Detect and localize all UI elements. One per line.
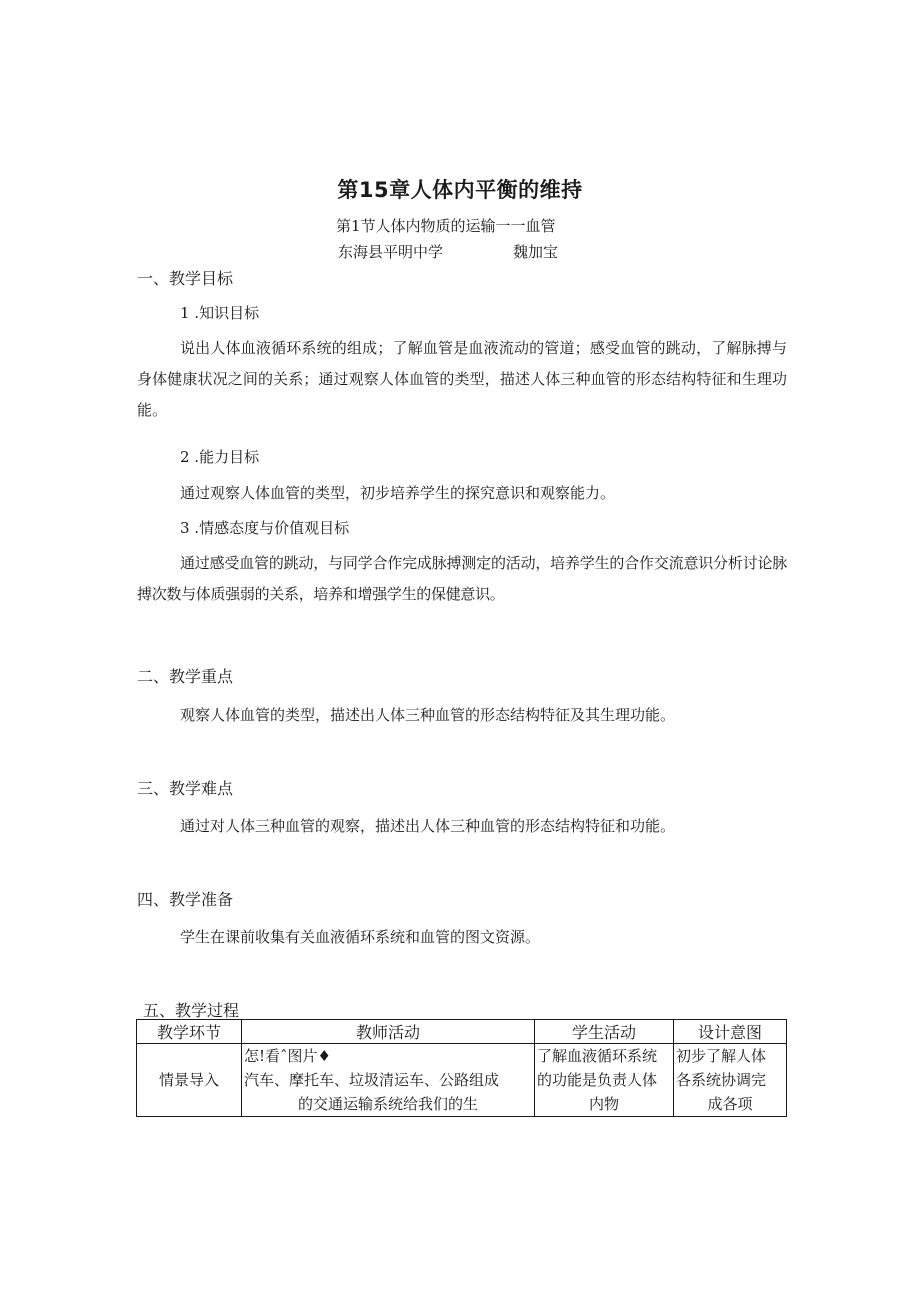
author-name: 魏加宝: [513, 243, 559, 261]
section-subtitle: 第1节人体内物质的运输一一血管: [336, 217, 556, 235]
emotion-goal-text: 通过感受血管的跳动，与同学合作完成脉搏测定的活动，培养学生的合作交流意识分析讨论脉搏次数与体质强弱的关系，培养和增强学生的保健意识。: [137, 554, 787, 603]
school-name: 东海县平明中学: [338, 243, 444, 261]
stage-cell: 情景导入: [137, 1044, 242, 1117]
student-line: 的功能是负责人体: [537, 1071, 658, 1089]
preparation-text: 学生在课前收集有关血液循环系统和血管的图文资源。: [180, 928, 541, 946]
teacher-line: 的交通运输系统给我们的生: [297, 1095, 478, 1113]
goals-heading: 一、教学目标: [137, 269, 234, 288]
ability-goal-label: 2 .能力目标: [180, 448, 260, 466]
process-table: [136, 1019, 787, 1117]
intent-line: 初步了解人体: [676, 1047, 767, 1065]
ability-goal-text: 通过观察人体血管的类型，初步培养学生的探究意识和观察能力。: [180, 484, 616, 502]
difficulties-heading: 三、教学难点: [137, 779, 234, 798]
header-student: 学生活动: [535, 1020, 674, 1044]
intent-line: 各系统协调完: [676, 1071, 767, 1089]
student-line: 内物: [588, 1095, 619, 1113]
key-points-text: 观察人体血管的类型，描述出人体三种血管的形态结构特征及其生理功能。: [180, 706, 676, 724]
preparation-heading: 四、教学准备: [137, 890, 234, 909]
author-line: [338, 241, 558, 262]
chapter-title: 第15章人体内平衡的维持: [337, 178, 583, 202]
header-intent: 设计意图: [674, 1020, 787, 1044]
knowledge-goal-text: 说出人体血液循环系统的组成；了解血管是血液流动的管道；感受血管的跳动，了解脉搏与身体健康状况之间的关系；通过观察人体血管的类型，描述人体三种血管的形态结构特征和生理功能。: [137, 339, 787, 419]
header-teacher: 教师活动: [242, 1020, 535, 1044]
knowledge-goal-label: 1 .知识目标: [180, 304, 260, 322]
process-heading: 五、教学过程: [143, 1001, 240, 1020]
student-line: 了解血液循环系统: [537, 1047, 658, 1065]
difficulties-text: 通过对人体三种血管的观察，描述出人体三种血管的形态结构特征和功能。: [180, 817, 676, 835]
intent-line: 成各项: [707, 1095, 753, 1113]
header-stage: 教学环节: [137, 1020, 242, 1044]
emotion-goal-label: 3 .情感态度与价值观目标: [180, 519, 350, 537]
student-cell: [535, 1044, 674, 1117]
teacher-line: 怎!看ˆ图片♦: [244, 1047, 331, 1065]
table-header-row: [137, 1020, 787, 1044]
teacher-cell: [242, 1044, 535, 1117]
teacher-line: 汽车、摩托车、垃圾清运车、公路组成: [244, 1071, 500, 1089]
key-points-heading: 二、教学重点: [137, 667, 234, 686]
table-row: [137, 1044, 787, 1117]
intent-cell: [674, 1044, 787, 1117]
